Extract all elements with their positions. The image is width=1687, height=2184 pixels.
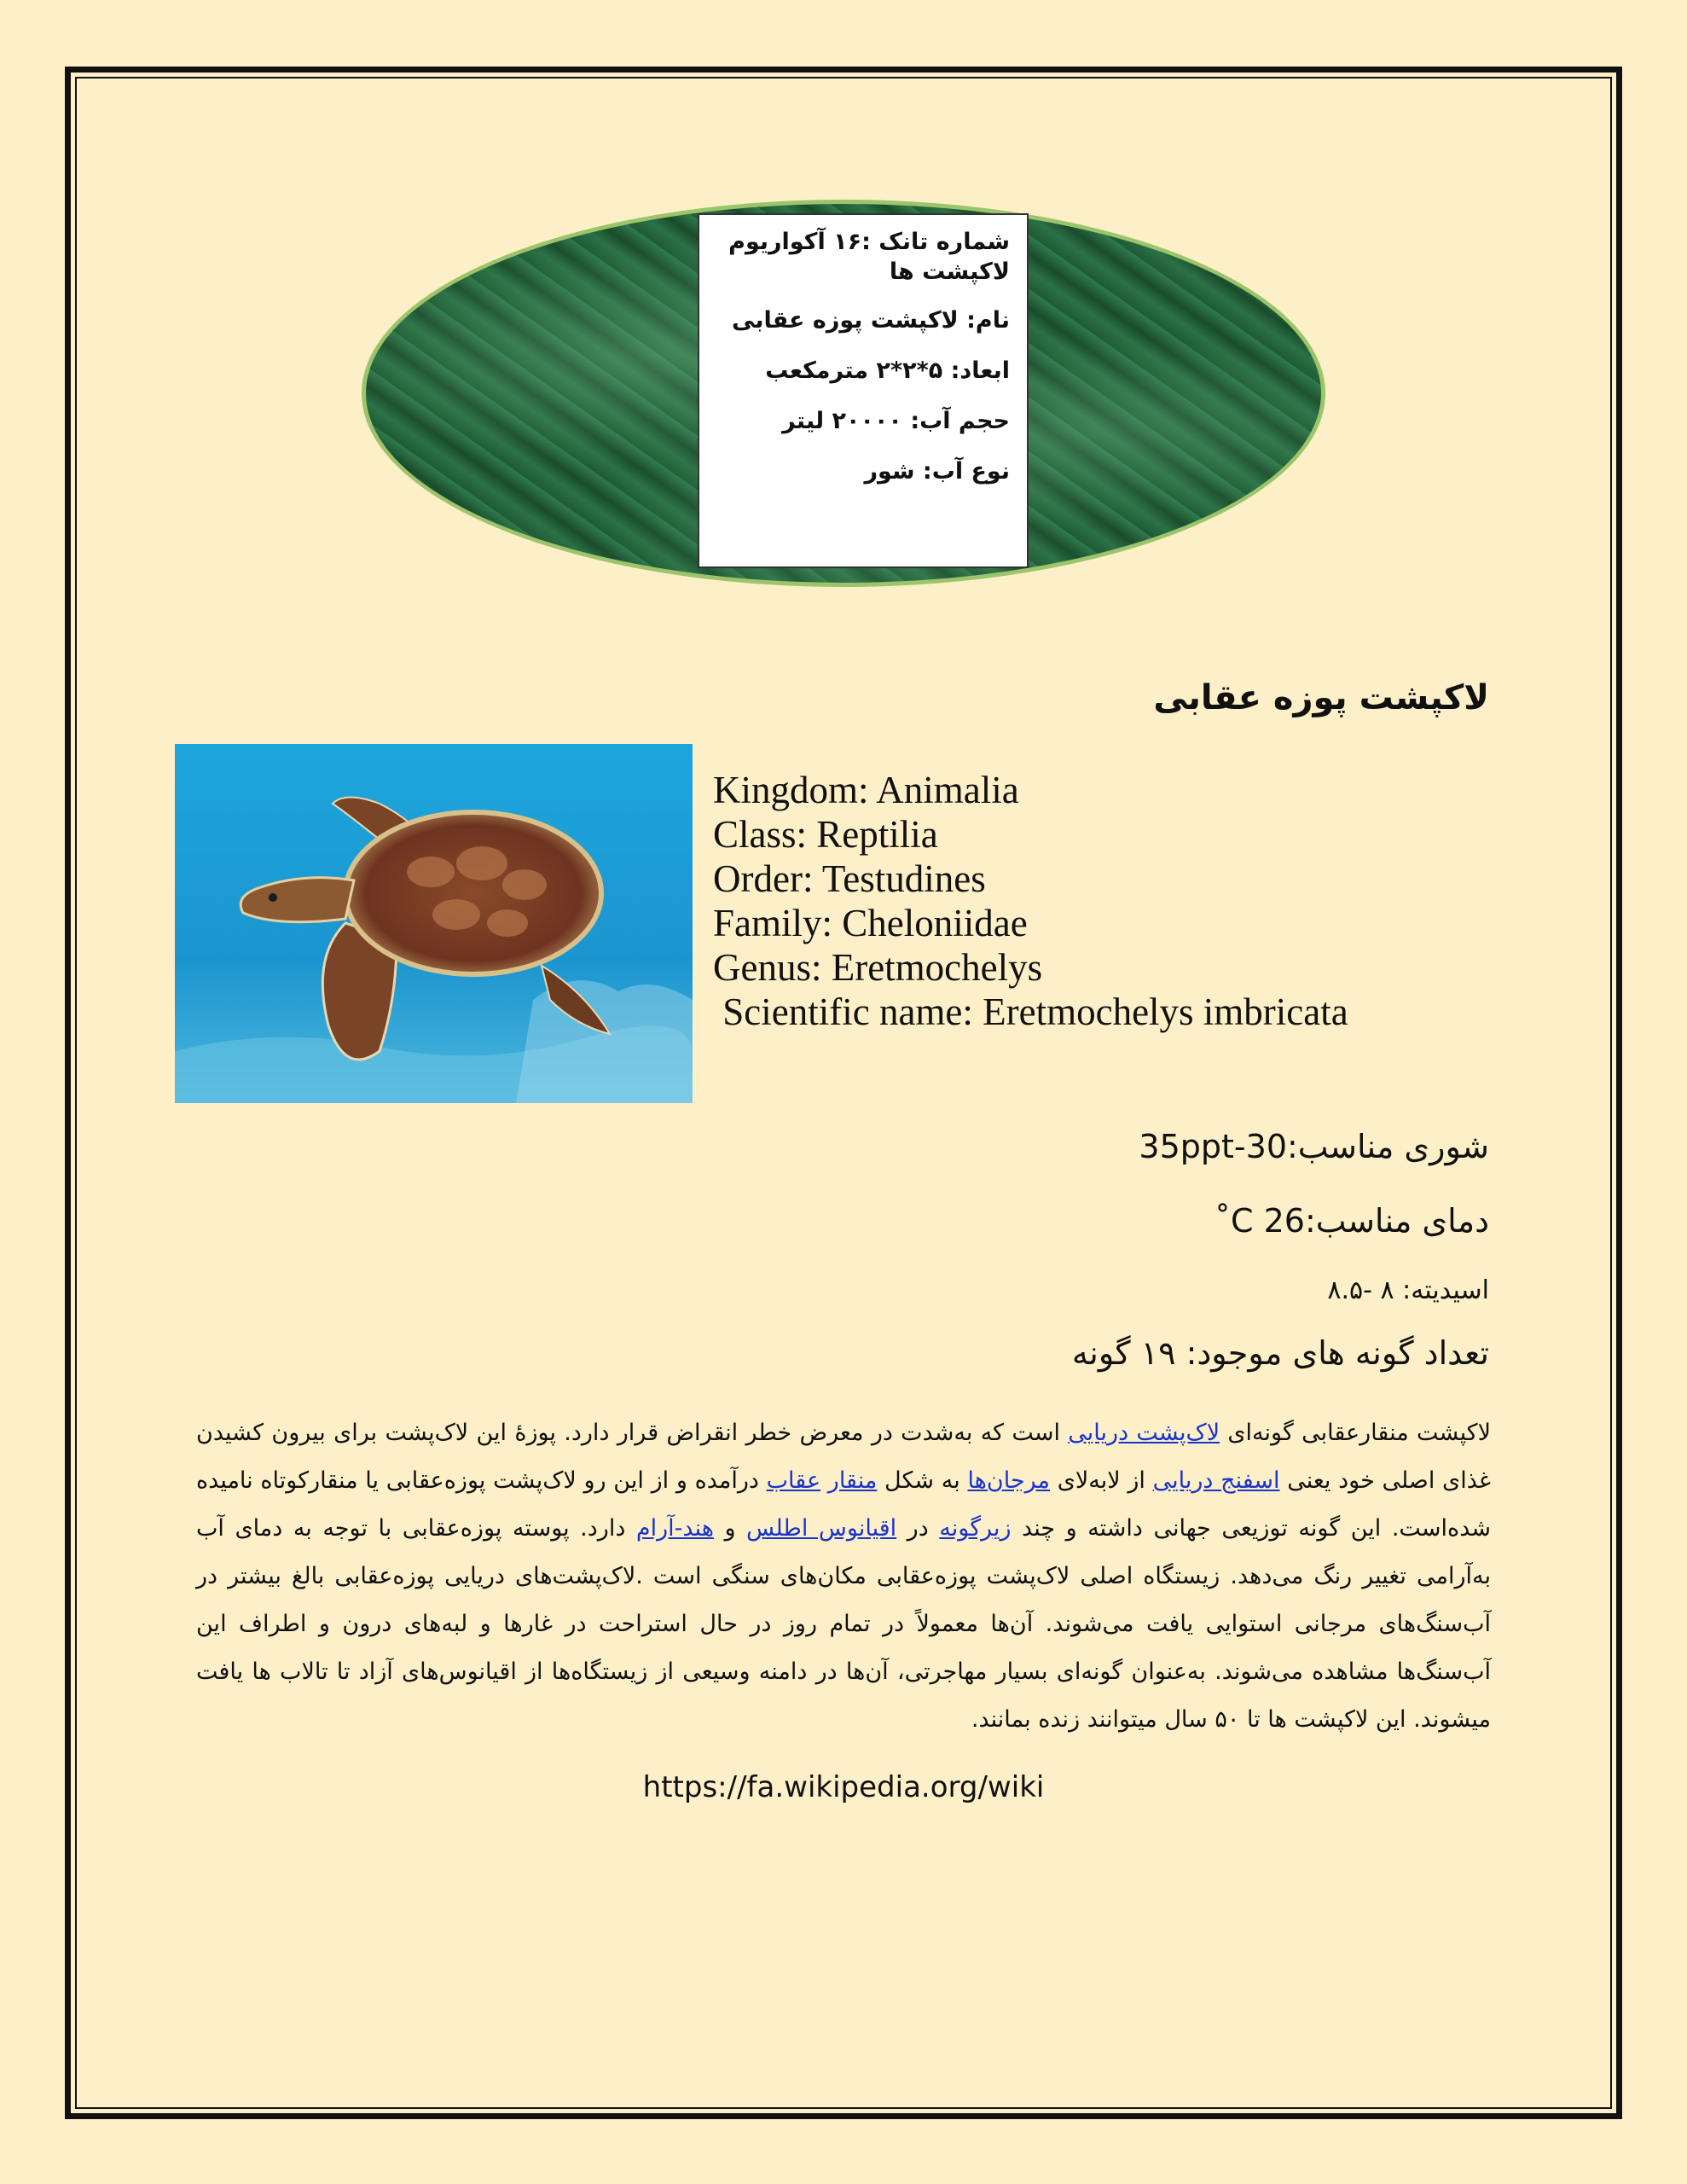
taxonomy-block <box>713 768 1348 1034</box>
turtle-illustration <box>175 744 693 1103</box>
taxonomy-kingdom: Kingdom: Animalia <box>713 769 1019 811</box>
tank-number: شماره تانک :۱۶ آکواریوم لاکپشت ها <box>728 229 1010 286</box>
source-url: https://fa.wikipedia.org/wiki <box>642 1770 1045 1804</box>
taxonomy-class: Class: Reptilia <box>713 813 938 856</box>
species-count-stat: تعداد گونه های موجود: ۱۹ گونه <box>1071 1334 1489 1372</box>
description-paragraph <box>196 1409 1491 1744</box>
water-volume: حجم آب: ۲۰۰۰۰ لیتر <box>782 408 1010 435</box>
taxonomy-scientific-name: Scientific name: Eretmochelys imbricata <box>713 990 1348 1033</box>
turtle-photo <box>175 744 693 1103</box>
link-sea-sponge[interactable]: اسفنج دریایی <box>1152 1467 1280 1494</box>
taxonomy-genus: Genus: Eretmochelys <box>713 946 1043 989</box>
paragraph-text: دارد. پوسته پوزه‌عقابی با توجه به دمای آب به‌آرامی تغییر رنگ می‌دهد. زیستگاه اصلی لاک‌پشت پوزه‌عقابی مکان‌های سنگی است .لاک‌پشت‌های دریایی پوزه‌عقابی بالغ بیشتر در آب‌سنگ‌های مرجانی استوایی یافت می‌شوند. آن‌ها معمولاً در تمام روز در حال استراحت در غارها و لبه‌های درون و اطراف این آب‌سنگ‌ها مشاهده می‌شوند. به‌عنوان گونه‌ای بسیار مهاجرتی، آن‌ها در دامنه وسیعی از زیستگاه‌ها از اقیانوس‌های آزاد تا تالاب ها یافت میشوند. این لاکپشت ها تا ۵۰ سال میتوانند زنده بمانند. <box>196 1515 1491 1733</box>
link-eagle[interactable]: عقاب <box>766 1467 821 1494</box>
taxonomy-order: Order: Testudines <box>713 857 986 900</box>
link-atlantic-ocean[interactable]: اقیانوس اطلس <box>746 1515 897 1542</box>
tank-info-box <box>698 213 1029 568</box>
paragraph-text: و <box>713 1515 747 1542</box>
temperature-stat: دمای مناسب:26 C˚ <box>1214 1202 1489 1240</box>
acidity-stat: اسیدیته: ۸ -۸.۵ <box>1327 1275 1489 1305</box>
page-title: لاکپشت پوزه عقابی <box>1153 678 1489 717</box>
paragraph-text: به شکل <box>877 1467 968 1494</box>
paragraph-text: است که به‌شدت در معرض خطر انقراض قرار دارد. پوزهٔ این لاک‌پشت برای بیرون کشیدن غذای اصلی خود یعنی <box>196 1420 1491 1494</box>
link-subspecies[interactable]: زیرگونه <box>939 1515 1012 1542</box>
link-sea-turtle[interactable]: لاک‌پشت دریایی <box>1068 1420 1220 1446</box>
paragraph-text: لاکپشت منقارعقابی گونه‌ای <box>1220 1420 1491 1446</box>
paragraph-text: درآمده و از این رو لاک‌پشت پوزه‌عقابی یا منقارکوتاه نامیده شده‌است. این گونه توزیعی جهانی داشته و چند <box>196 1467 1491 1542</box>
tank-dimensions: ابعاد: ۵*۲*۲ مترمکعب <box>765 357 1010 385</box>
paragraph-text: از لابه‌لای <box>1050 1467 1153 1494</box>
link-beak[interactable]: منقار <box>827 1467 878 1494</box>
link-indo-pacific[interactable]: هند-آرام <box>635 1515 714 1542</box>
paragraph-text: در <box>896 1515 940 1542</box>
salinity-stat: شوری مناسب:30-35ppt <box>1139 1128 1489 1165</box>
taxonomy-family: Family: Cheloniidae <box>713 902 1028 944</box>
paragraph-text <box>820 1467 828 1494</box>
water-type: نوع آب: شور <box>864 458 1010 485</box>
animal-name: نام: لاکپشت پوزه عقابی <box>732 307 1010 334</box>
link-corals[interactable]: مرجان‌ها <box>967 1467 1051 1494</box>
